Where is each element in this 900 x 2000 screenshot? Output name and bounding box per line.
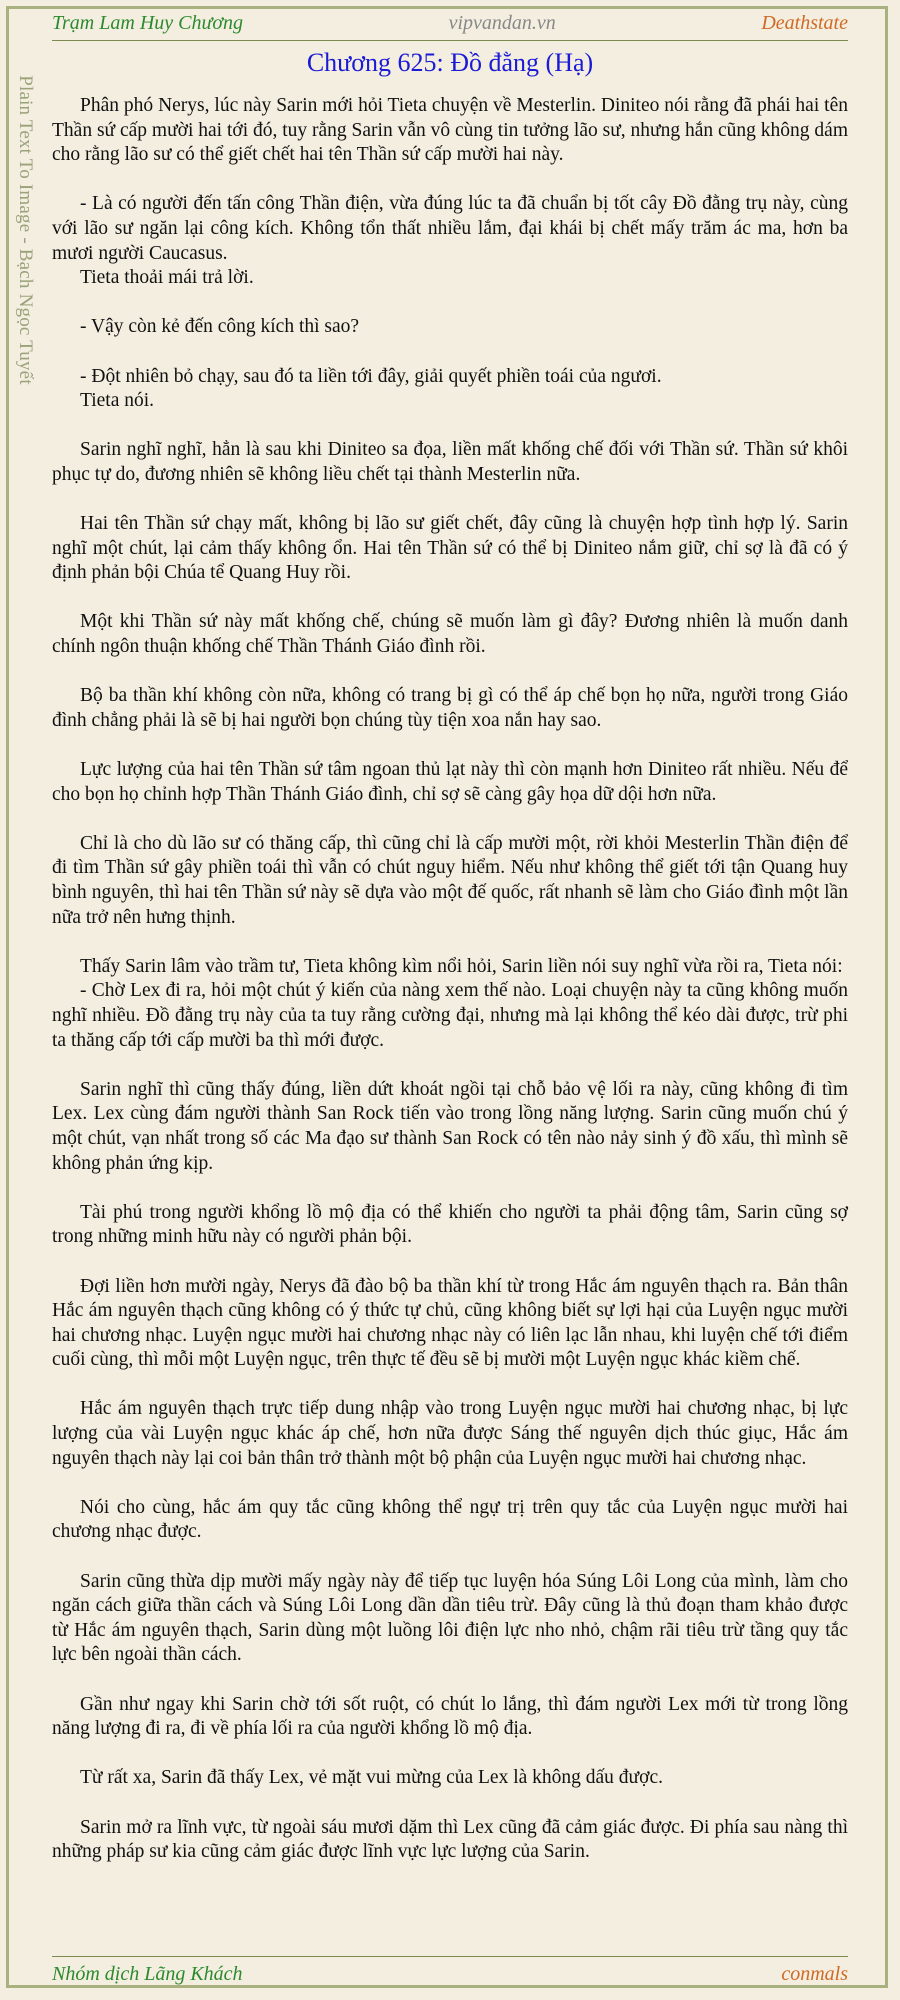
paragraph: Phân phó Nerys, lúc này Sarin mới hỏi Tieta chuyện về Mesterlin. Diniteo nói rằng đã phái hai tên Thần sứ cấp mười hai tới đó, tuy rằng Sarin vẫn vô cùng tin tưởng lão sư, nhưng hắn cũng không dám cho rằng lão sư có thể giết chết hai tên Thần sứ cấp mười hai này. xyxy=(52,95,848,166)
paragraph: Bộ ba thần khí không còn nữa, không có trang bị gì có thể áp chế bọn họ nữa, người trong Giáo đình chẳng phải là sẽ bị hai người bọn chúng tùy tiện xoa nắn hay sao. xyxy=(52,685,848,731)
paragraph: - Chờ Lex đi ra, hỏi một chút ý kiến của nàng xem thế nào. Loại chuyện này ta cũng không muốn nghĩ nhiều. Đồ đằng trụ này của ta tuy rằng cường đại, nhưng mà lại không thể kéo dài được, trừ phi ta thăng cấp tới cấp mười ba thì mới được. xyxy=(52,980,848,1051)
side-watermark xyxy=(10,50,40,410)
header-left: Trạm Lam Huy Chương xyxy=(52,11,244,34)
paragraph: - Vậy còn kẻ đến công kích thì sao? xyxy=(80,316,360,338)
paragraph: Hai tên Thần sứ chạy mất, không bị lão sư giết chết, đây cũng là chuyện hợp tình hợp lý. Sarin nghĩ một chút, lại cảm thấy không ổn. Hai tên Thần sứ có thể bị Diniteo nắm giữ, chỉ sợ là đã có ý định phản bội Chúa tể Quang Huy rồi. xyxy=(52,513,848,584)
paragraph: Tài phú trong người khổng lồ mộ địa có thể khiến cho người ta phải động tâm, Sarin cũng sợ trong những minh hữu này có người phản bội. xyxy=(52,1201,848,1248)
paragraph: Lực lượng của hai tên Thần sứ tâm ngoan thủ lạt này thì còn mạnh hơn Diniteo rất nhiều. Nếu để cho bọn họ chỉnh hợp Thần Thánh Giáo đình, chỉ sợ sẽ càng gây họa dữ dội hơn nữa. xyxy=(52,759,848,805)
footer-translator: Nhóm dịch Lãng Khách xyxy=(52,1962,243,1985)
footer-right: conmals xyxy=(781,1962,848,1985)
paragraph: Tieta thoải mái trả lời. xyxy=(80,267,254,289)
paragraph: Đợi liền hơn mười ngày, Nerys đã đào bộ ba thần khí từ trong Hắc ám nguyên thạch ra. Bản thân Hắc ám nguyên thạch cũng không có ý thức tự chủ, cũng không biết sự lợi hại của Luyện ngục mười hai chương nhạc. Luyện ngục mười hai chương nhạc này có liên lạc lẫn nhau, khi luyện chế tới điểm cuối cùng, thì mỗi một Luyện ngục, trên thực tế đều sẽ bị mười một Luyện ngục khác kiềm chế. xyxy=(52,1275,848,1371)
paragraph: Sarin nghĩ thì cũng thấy đúng, liền dứt khoát ngồi tại chỗ bảo vệ lối ra này, cũng không đi tìm Lex. Lex cùng đám người thành San Rock tiến vào trong lồng năng lượng. Sarin cũng muốn chú ý một chút, vạn nhất trong số các Ma đạo sư thành San Rock có tên nào nảy sinh ý đồ xấu, thì mình sẽ không phản ứng kịp. xyxy=(52,1078,848,1174)
page-footer xyxy=(52,1956,848,1991)
page-header xyxy=(52,6,848,41)
paragraph: Hắc ám nguyên thạch trực tiếp dung nhập vào trong Luyện ngục mười hai chương nhạc, bị lực lượng của vài Luyện ngục khác áp chế, hơn nữa được Sáng thế nguyên dịch thúc giục, Hắc ám nguyên thạch này lại coi bản thân trở thành một bộ phận của Luyện ngục mười hai chương nhạc. xyxy=(52,1398,848,1469)
paragraph: Một khi Thần sứ này mất khống chế, chúng sẽ muốn làm gì đây? Đương nhiên là muốn danh chính ngôn thuận khống chế Thần Thánh Giáo đình rồi. xyxy=(52,611,848,658)
paragraph: Sarin nghĩ nghĩ, hẳn là sau khi Diniteo sa đọa, liền mất khống chế đối với Thần sứ. Thần sứ khôi phục tự do, đương nhiên sẽ không liều chết tại thành Mesterlin nữa. xyxy=(52,439,848,485)
paragraph: Nói cho cùng, hắc ám quy tắc cũng không thể ngự trị trên quy tắc của Luyện ngục mười hai chương nhạc được. xyxy=(52,1496,848,1543)
paragraph: Chỉ là cho dù lão sư có thăng cấp, thì cũng chỉ là cấp mười một, rời khỏi Mesterlin Thần điện để đi tìm Thần sứ gây phiền toái thì vẫn có chút nguy hiểm. Nếu như không thể giết tới tận Quang huy bình nguyên, thì hai tên Thần sứ này sẽ dựa vào một đế quốc, rất nhanh sẽ làm cho Giáo đình một lần nữa trở nên hưng thịnh. xyxy=(52,832,848,928)
side-watermark-text: Plain Text To Image - Bạch Ngọc Tuyết xyxy=(15,75,36,385)
paragraph: - Là có người đến tấn công Thần điện, vừa đúng lúc ta đã chuẩn bị tốt cây Đồ đằng trụ này, cùng với lão sư ngăn lại công kích. Không tổn thất nhiều lắm, đại khái bị chết mấy trăm ác ma, hơn ba mươi người Caucasus. xyxy=(52,193,848,264)
paragraph: Sarin cũng thừa dịp mười mấy ngày này để tiếp tục luyện hóa Súng Lôi Long của mình, làm cho ngăn cách giữa thần cách và Súng Lôi Long dần dần tiêu trừ. Đây cũng là thủ đoạn tham khảo được từ Hắc ám nguyên thạch, Sarin dùng một luồng lôi điện lực nho nhỏ, chậm rãi tiêu trừ tầng quy tắc lực bên ngoài thần cách. xyxy=(52,1570,848,1666)
paragraph: Gần như ngay khi Sarin chờ tới sốt ruột, có chút lo lắng, thì đám người Lex mới từ trong lồng năng lượng đi ra, đi về phía lối ra của người khổng lồ mộ địa. xyxy=(52,1693,848,1740)
chapter-title: Chương 625: Đồ đằng (Hạ) xyxy=(306,48,594,77)
paragraph: Sarin mở ra lĩnh vực, từ ngoài sáu mươi dặm thì Lex cũng đã cảm giác được. Đi phía sau nàng thì những pháp sư kia cũng cảm giác được lĩnh vực lực lượng của Sarin. xyxy=(52,1816,848,1863)
paragraph: - Đột nhiên bỏ chạy, sau đó ta liền tới đây, giải quyết phiền toái của ngươi. xyxy=(80,365,662,387)
header-right: Deathstate xyxy=(761,11,848,34)
paragraph: Tieta nói. xyxy=(80,390,155,412)
header-site: vipvandan.vn xyxy=(448,11,556,34)
paragraph: Thấy Sarin lâm vào trầm tư, Tieta không kìm nổi hỏi, Sarin liền nói suy nghĩ vừa rồi ra, Tieta nói: xyxy=(80,955,843,977)
chapter-body xyxy=(52,94,848,1889)
paragraph: Từ rất xa, Sarin đã thấy Lex, vẻ mặt vui mừng của Lex là không dấu được. xyxy=(80,1767,663,1789)
